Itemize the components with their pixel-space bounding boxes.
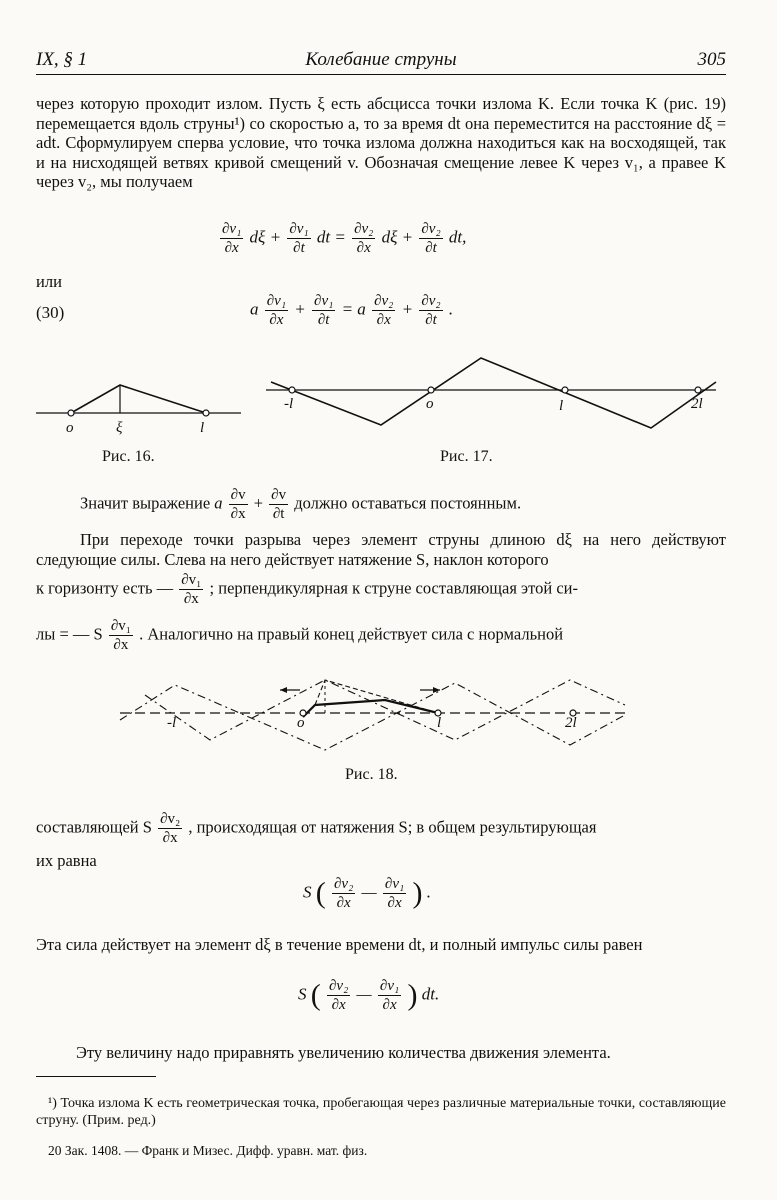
running-header [36, 48, 726, 75]
equation-1: $\frac{\text{∂v₁}}{\partial x}$ dξ + $\frac{\text{∂v₁}}{\partial t}$ dt = $\frac{\text{∂v₂}}{\partial x}$ dξ + $\frac{\text{∂v₂}}{\partial t}$ dt, [222, 221, 467, 256]
paragraph-2-lines: При переходе точки разрыва через элемент струны длиною dξ на него действуют следующие силы. Слева на него действует натяжение S, наклон которого [36, 530, 726, 569]
paragraph-1: через которую проходит излом. Пусть ξ есть абсцисса точки излома K. Если точка K (рис. 19) перемещается вдоль струны¹) со скоростью a, то за время dt она переместится на расстояние dξ = adt. Сформулируем сперва условие, что точка излома должна находиться как на восходящей, так и на нисходящей ветвях кривой смещений v. Обозначая смещение левее K через v₁, а правее K через v₂, мы получаем [36, 94, 726, 191]
figure-18 [115, 675, 635, 765]
figure-17 [266, 350, 726, 440]
fig16-label-xi: ξ [116, 420, 123, 436]
fig16-caption: Рис. 16. [102, 448, 155, 465]
running-title: Колебание струны [305, 49, 457, 70]
fig18-label-2l: 2l [565, 715, 577, 731]
equation-impulse: S ( $\frac{\text{∂v₂}}{\partial x}$ — $\frac{\text{∂v₁}}{\partial x}$ ) dt. [298, 978, 440, 1013]
fig17-label-l: l [559, 398, 564, 414]
fig17-label-2l: 2l [691, 396, 703, 412]
footnote: ¹) Точка излома K есть геометрическая точка, пробегающая через различные материальные точки, составляющие струну. (Прим. ред.) [36, 1096, 726, 1128]
fig16-label-l: l [200, 420, 205, 436]
equation-resultant: S ( $\frac{\text{∂v₂}}{\partial x}$ — $\frac{\text{∂v₁}}{\partial x}$ ) . [303, 876, 431, 911]
paragraph-3-line: составляющей S $\frac{\text{∂v₂}}{\partial x}$ , происходящая от натяжения S; в общем результирующая [36, 811, 597, 846]
paragraph-3-end: их равна [36, 851, 97, 870]
section-ref: IX, § 1 [36, 49, 88, 70]
fig18-label-l: l [437, 715, 442, 731]
paragraph-4: Эта сила действует на элемент dξ в течение времени dt, и полный импульс силы равен [36, 935, 643, 954]
footnote-rule [36, 1076, 156, 1077]
fig17-label-o: o [426, 396, 434, 412]
fig16-label-o: o [66, 420, 74, 436]
paragraph-5: Эту величину надо приравнять увеличению количества движения элемента. [76, 1043, 611, 1062]
fig17-label-neg-l: -l [284, 396, 294, 412]
fig18-caption: Рис. 18. [345, 766, 398, 783]
fig18-label-neg-l: -l [167, 715, 177, 731]
page-number: 305 [697, 49, 726, 70]
fig18-label-o: o [297, 715, 305, 731]
figure-16 [36, 370, 246, 440]
equation-30: a $\frac{\text{∂v₁}}{\partial x}$ + $\frac{\text{∂v₁}}{\partial t}$ = a $\frac{\text{∂v₂}}{\partial x}$ + $\frac{\text{∂v₂}}{\partial t}$ . [250, 293, 454, 328]
paragraph-2-slope-line: к горизонту есть — $\frac{\text{∂v₁}}{\partial x}$ ; перпендикулярная к струне составляющая этой си- [36, 572, 578, 607]
printer-signature-line: 20 Зак. 1408. — Франк и Мизес. Дифф. уравн. мат. физ. [48, 1143, 368, 1158]
constant-expression-sentence: Значит выражение a $\frac{\partial v}{\partial x}$ + $\frac{\partial v}{\partial t}$ должно оставаться постоянным. [80, 487, 522, 522]
equation-number-30: (30) [36, 303, 65, 322]
paragraph-2-force-line: лы = — S $\frac{\text{∂v₁}}{\partial x}$ . Аналогично на правый конец действует сила с нормальной [36, 618, 564, 653]
word-or: или [36, 272, 62, 291]
fig17-caption: Рис. 17. [440, 448, 493, 465]
